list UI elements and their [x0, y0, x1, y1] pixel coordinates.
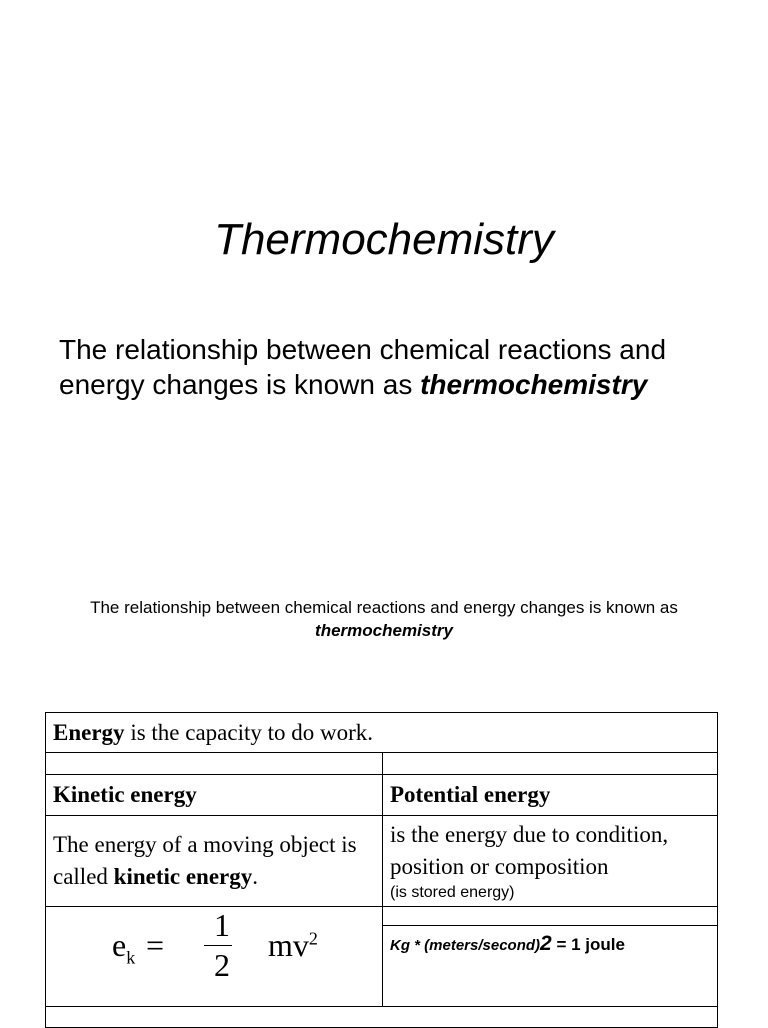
- energy-definition: [46, 713, 718, 753]
- table-row: [46, 775, 718, 816]
- kinetic-heading: Kinetic energy: [46, 775, 383, 816]
- formula-rhs-superscript: 2: [308, 928, 318, 949]
- empty-cell: [46, 1007, 718, 1028]
- formula-lhs-subscript: k: [126, 947, 136, 968]
- table-row: [46, 907, 718, 1007]
- potential-desc-text: is the energy due to condition, position or composition: [390, 822, 669, 879]
- unit-text: Kg * (meters/second): [390, 937, 541, 954]
- potential-note: (is stored energy): [390, 884, 515, 901]
- energy-table: [45, 712, 718, 1028]
- formula-lhs: $e_k$: [112, 927, 136, 968]
- formula-equals: =: [146, 927, 165, 963]
- page-title: Thermochemistry: [214, 215, 554, 264]
- unit-cell: [383, 907, 718, 1007]
- kinetic-description: [46, 816, 383, 907]
- intro-term: thermochemistry: [420, 369, 648, 400]
- caption-term: thermochemistry: [315, 621, 453, 640]
- joule-definition: [383, 926, 717, 962]
- kinetic-energy-formula: [46, 907, 382, 1006]
- unit-exponent: 2: [540, 932, 552, 955]
- formula-rhs: $mv^2$: [268, 927, 318, 963]
- fraction-bar: [204, 945, 232, 946]
- intro-paragraph: [59, 332, 739, 402]
- table-row: [46, 1007, 718, 1028]
- formula-numerator: 1: [214, 907, 230, 943]
- empty-cell: [383, 907, 717, 926]
- empty-cell: [383, 753, 718, 775]
- table-row: [46, 713, 718, 753]
- formula-denominator: 2: [214, 947, 230, 983]
- unit-result: = 1 joule: [551, 935, 625, 954]
- definition-term: Energy: [53, 719, 125, 745]
- definition-text: is the capacity to do work.: [124, 719, 374, 745]
- potential-description: [383, 816, 718, 907]
- table-row: [46, 816, 718, 907]
- empty-cell: [46, 753, 383, 775]
- caption-paragraph: [30, 596, 738, 642]
- kinetic-formula-cell: [46, 907, 383, 1007]
- caption-text: The relationship between chemical reactions and energy changes is known as: [90, 598, 678, 617]
- table-row: [46, 753, 718, 775]
- potential-heading: Potential energy: [383, 775, 718, 816]
- kinetic-desc-text: The energy of a moving object is called: [53, 832, 357, 889]
- kinetic-desc-term: kinetic energy: [113, 864, 253, 889]
- kinetic-desc-end: .: [252, 864, 259, 889]
- intro-text: The relationship between chemical reactions and energy changes is known as: [59, 334, 667, 400]
